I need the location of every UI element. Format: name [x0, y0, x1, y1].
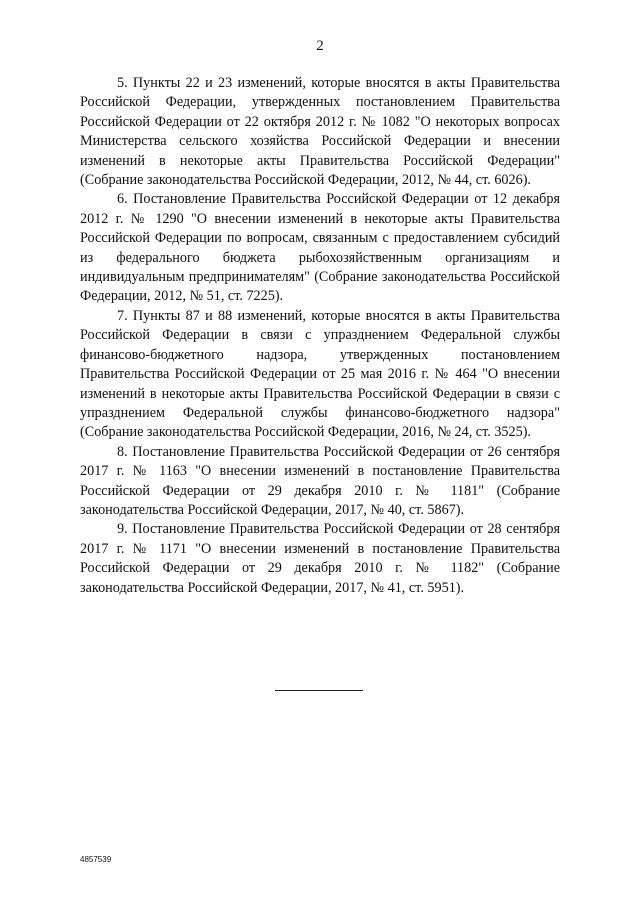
paragraph-item-5: 5. Пункты 22 и 23 изменений, которые вносятся в акты Правительства Российской Федерации, утвержденных постановлением Правительства Российской Федерации от 22 октября 2012 г. № 1082 "О некоторых вопросах Министерства сельского хозяйства Российской Федерации и внесении изменений в некоторые акты Правительства Российской Федерации" (Собрание законодательства Российской Федерации, 2012, № 44, ст. 6026).: [80, 75, 560, 189]
document-body: [80, 74, 560, 598]
page-number: 2: [316, 38, 324, 54]
paragraph-item-6: 6. Постановление Правительства Российской Федерации от 12 декабря 2012 г. № 1290 "О внесении изменений в некоторые акты Правительства Российской Федерации по вопросам, связанным с предоставлением субсидий из федерального бюджета рыбохозяйственным организациям и индивидуальным предпринимателям" (Собрание законодательства Российской Федерации, 2012, № 51, ст. 7225).: [80, 191, 560, 305]
paragraph-item-8: 8. Постановление Правительства Российской Федерации от 26 сентября 2017 г. № 1163 "О внесении изменений в постановление Правительства Российской Федерации от 29 декабря 2010 г. № 1181" (Собрание законодательства Российской Федерации, 2017, № 40, ст. 5867).: [80, 443, 560, 518]
paragraph-item-9: 9. Постановление Правительства Российской Федерации от 28 сентября 2017 г. № 1171 "О внесении изменений в постановление Правительства Российской Федерации от 29 декабря 2010 г. № 1182" (Собрание законодательства Российской Федерации, 2017, № 41, ст. 5951).: [80, 521, 560, 596]
paragraph-item-7: 7. Пункты 87 и 88 изменений, которые вносятся в акты Правительства Российской Федерации в связи с упразднением Федеральной службы финансово-бюджетного надзора, утвержденных постановлением Правительства Российской Федерации от 25 мая 2016 г. № 464 "О внесении изменений в некоторые акты Правительства Российской Федерации в связи с упразднением Федеральной службы финансово-бюджетного надзора" (Собрание законодательства Российской Федерации, 2016, № 24, ст. 3525).: [80, 307, 560, 441]
end-separator-line: [275, 690, 363, 691]
document-id: 4857539: [80, 855, 112, 864]
